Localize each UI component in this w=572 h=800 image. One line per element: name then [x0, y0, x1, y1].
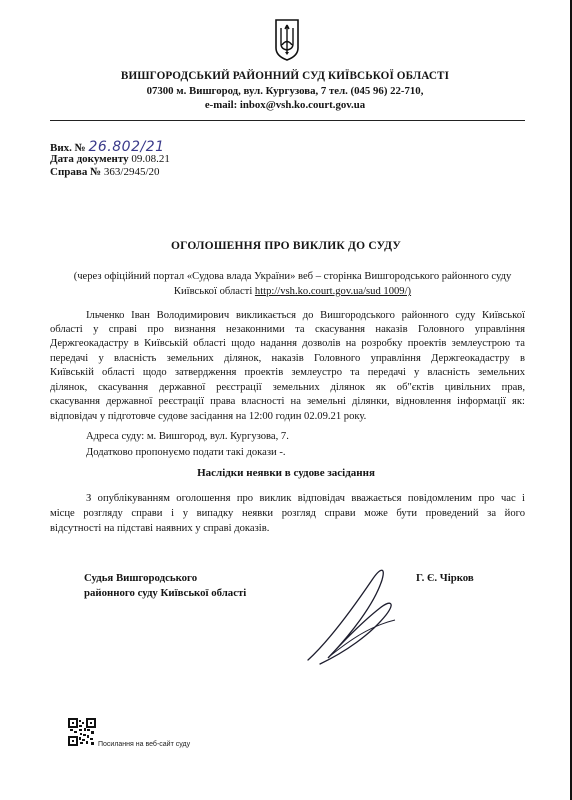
- court-address: 07300 м. Вишгород, вул. Кургузова, 7 тел. (045 96) 22-710,: [146, 85, 424, 97]
- qr-caption: Посилання на веб-сайт суду: [98, 741, 191, 748]
- portal-note-line2: [60, 285, 525, 299]
- document-date-label: Дата документу: [50, 153, 129, 165]
- body-line: ділянок, скасування державної реєстрації земельних ділянок як об"єктів цивільних прав,: [50, 382, 525, 393]
- court-email: e-mail: inbox@vsh.ko.court.gov.ua: [204, 99, 366, 111]
- body-line: Ільченко Іван Володимирович викликається до Вишгородського районного суду Київської: [86, 310, 525, 321]
- court-portal-link[interactable]: http://vsh.ko.court.gov.ua/sud 1009/): [254, 286, 412, 297]
- body-line: передачі у власність земельних ділянок, наказів Головного управління Держгеокадастру в: [50, 353, 525, 364]
- document-date-row: [50, 153, 170, 165]
- signer-name: Г. Є. Чірков: [416, 572, 474, 584]
- evidence-line: Додатково пропонуємо подати такі докази -.: [86, 447, 286, 458]
- coat-of-arms-icon: [274, 18, 300, 62]
- signer-position-line1: Судья Вишгородського: [84, 572, 198, 584]
- body-line: області у справі про визнання незаконними та скасування наказів Головного управління: [50, 324, 525, 335]
- consequences-line: З опублікуванням оголошення про виклик відповідач вважається повідомленим про час і: [86, 493, 525, 504]
- case-number-label: Справа №: [50, 166, 102, 178]
- court-address-line: Адреса суду: м. Вишгород, вул. Кургузова, 7.: [86, 431, 289, 442]
- outgoing-number-value: 26.802/21: [88, 139, 165, 155]
- consequences-line: відсутності на підставі наявних у справі доказів.: [50, 523, 270, 534]
- page-title: ОГОЛОШЕННЯ ПРО ВИКЛИК ДО СУДУ: [170, 240, 402, 252]
- portal-note-line1: (через офіційний портал «Судова влада України» веб – сторінка Вишгородського районного суду: [73, 271, 512, 282]
- qr-code-icon[interactable]: [68, 718, 96, 746]
- consequences-line: місце розгляду справи і у випадку неявки розгляд справи може бути проведений за його: [50, 508, 525, 519]
- handwritten-signature: [300, 560, 410, 670]
- consequences-heading: Наслідки неявки в судове засідання: [197, 467, 375, 479]
- body-line: Держгеокадастру в Київській області щодо надання дозволів на розробку проектів землеустрою та: [50, 338, 525, 349]
- portal-note-region: Київської області: [173, 286, 253, 297]
- body-line: скасування державної реєстрації права власності на земельні ділянки, відновлення інформації як:: [50, 396, 525, 407]
- body-line: Київській області щодо затвердження проектів землеустро та передачі у власність земельних: [50, 367, 525, 378]
- header-divider: [50, 120, 525, 121]
- document-date-value: 09.08.21: [131, 153, 170, 165]
- outgoing-number-label: Вих. №: [50, 142, 86, 154]
- court-name: ВИШГОРОДСЬКИЙ РАЙОННИЙ СУД КИЇВСЬКОЇ ОБЛАСТІ: [120, 70, 450, 82]
- case-number-row: [50, 166, 160, 178]
- case-number-value: 363/2945/20: [103, 166, 160, 178]
- body-line: відповідач у підготовче судове засідання на 12:00 годин 02.09.21 року.: [50, 411, 367, 422]
- signer-position-line2: районного суду Київської області: [84, 587, 247, 599]
